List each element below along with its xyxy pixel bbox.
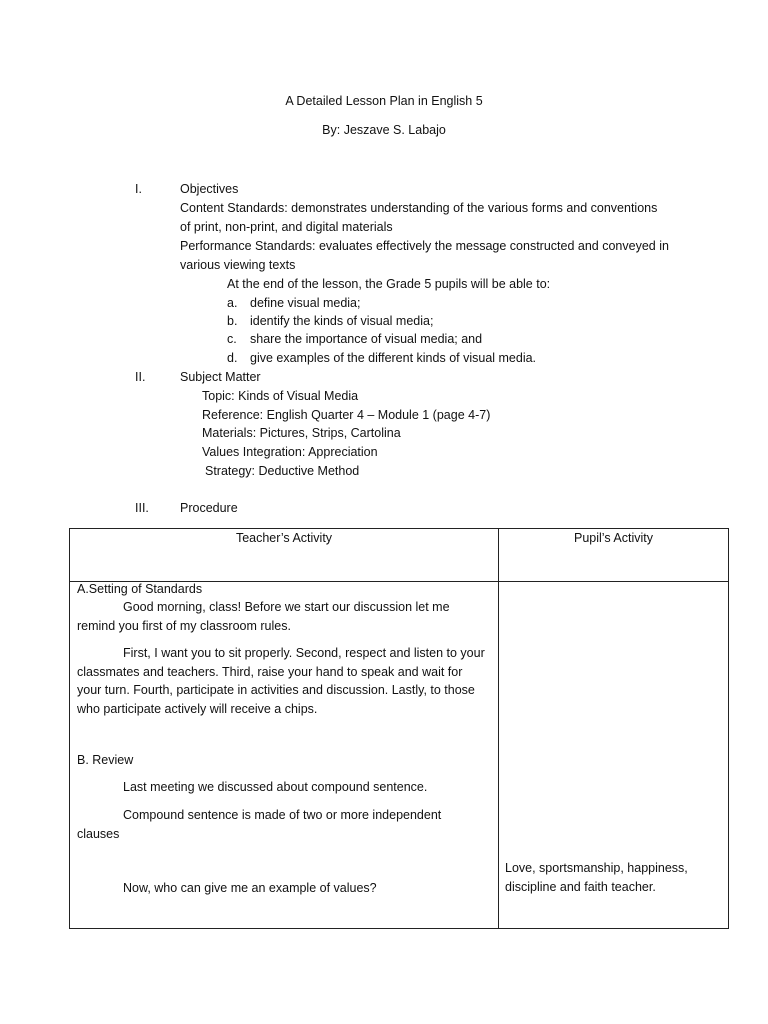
subject-matter-heading: Subject Matter xyxy=(180,370,261,384)
content-standards-line2: of print, non-print, and digital materials xyxy=(180,220,393,234)
document-author: By: Jeszave S. Labajo xyxy=(322,123,446,137)
performance-standards-line1: Performance Standards: evaluates effectively the message constructed and conveyed in xyxy=(180,239,669,253)
subject-matter-numeral: II. xyxy=(135,370,146,384)
review-paragraph: Last meeting we discussed about compound sentence. xyxy=(123,780,428,794)
objective-item: identify the kinds of visual media; xyxy=(250,314,434,328)
objective-item: give examples of the different kinds of visual media. xyxy=(250,351,537,365)
column-divider xyxy=(498,529,499,928)
subject-values: Values Integration: Appreciation xyxy=(202,445,378,459)
content-standards-line1: Content Standards: demonstrates understanding of the various forms and conventions xyxy=(180,201,658,215)
procedure-heading: Procedure xyxy=(180,501,238,515)
pupil-answer: Love, sportsmanship, happiness, discipline and faith teacher. xyxy=(505,861,688,894)
review-heading: B. Review xyxy=(77,753,134,767)
objective-marker: b. xyxy=(227,314,238,328)
objective-item: share the importance of visual media; and xyxy=(250,332,483,346)
objectives-heading: Objectives xyxy=(180,182,239,196)
setting-standards-heading: A.Setting of Standards xyxy=(77,582,203,596)
subject-materials: Materials: Pictures, Strips, Cartolina xyxy=(202,426,401,440)
subject-reference: Reference: English Quarter 4 – Module 1 (page 4-7) xyxy=(202,408,491,422)
objective-item: define visual media; xyxy=(250,296,361,310)
procedure-numeral: III. xyxy=(135,501,149,515)
teacher-activity-header: Teacher’s Activity xyxy=(235,531,333,545)
performance-standards-line2: various viewing texts xyxy=(180,258,296,272)
objectives-numeral: I. xyxy=(135,182,142,196)
values-question: Now, who can give me an example of values? xyxy=(123,881,377,895)
objective-marker: c. xyxy=(227,332,237,346)
subject-topic: Topic: Kinds of Visual Media xyxy=(202,389,359,403)
document-title: A Detailed Lesson Plan in English 5 xyxy=(285,94,483,108)
objective-marker: a. xyxy=(227,296,238,310)
objective-marker: d. xyxy=(227,351,238,365)
subject-strategy: Strategy: Deductive Method xyxy=(205,464,360,478)
compound-sentence-paragraph: Compound sentence is made of two or more independent clauses xyxy=(77,808,442,841)
procedure-table xyxy=(69,528,729,929)
classroom-rules-paragraph: First, I want you to sit properly. Second, respect and listen to your classmates and teachers. Third, raise your hand to speak and wait for your turn. Fourth, participate in activities and discussion. Lastly, to those who participate actively will receive a chips. xyxy=(77,646,485,716)
pupil-activity-header: Pupil’s Activity xyxy=(574,531,653,545)
setting-standards-paragraph: Good morning, class! Before we start our discussion let me remind you first of my classroom rules. xyxy=(77,600,450,633)
objectives-intro: At the end of the lesson, the Grade 5 pupils will be able to: xyxy=(227,277,551,291)
